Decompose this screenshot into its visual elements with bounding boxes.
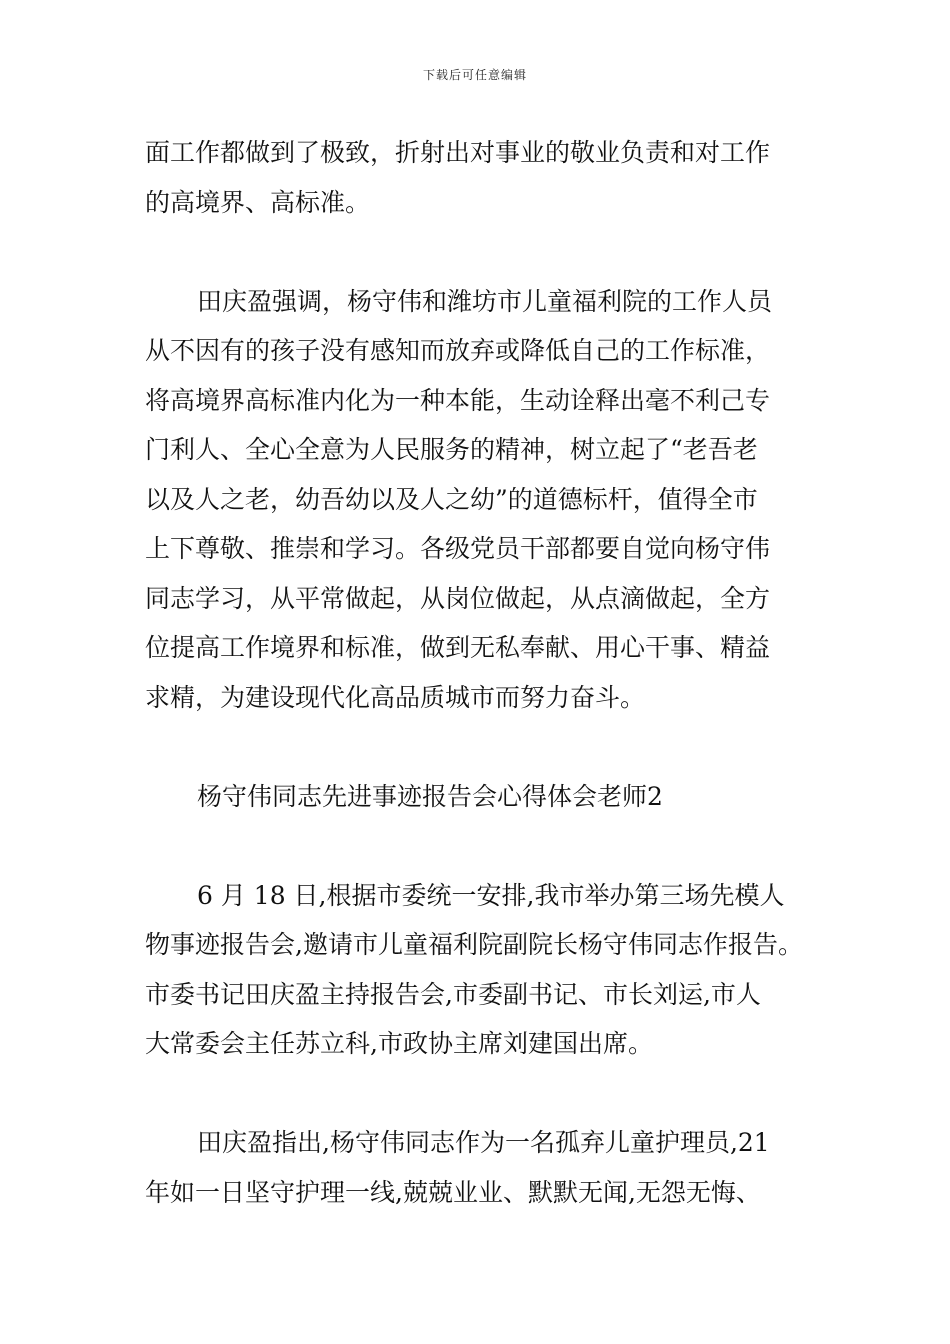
page-header: 下载后可任意编辑	[422, 68, 527, 82]
text-line: 田庆盈指出,杨守伟同志作为一名孤弃儿童护理员,21	[197, 1128, 770, 1157]
text-line: 市委书记田庆盈主持报告会,市委副书记、市长刘运,市人	[145, 979, 761, 1009]
text-line: 上下尊敬、推崇和学习。各级党员干部都要自觉向杨守伟	[145, 534, 771, 563]
paragraph-gap	[145, 722, 810, 772]
text-line: 田庆盈强调，杨守伟和潍坊市儿童福利院的工作人员	[197, 286, 773, 316]
text-line: 同志学习，从平常做起，从岗位做起，从点滴做起，全方	[145, 583, 771, 613]
section-title: 杨守伟同志先进事迹报告会心得体会老师2	[197, 781, 663, 811]
text-line: 的高境界、高标准。	[145, 187, 371, 217]
text-line: 年如一日坚守护理一线,兢兢业业、默默无闻,无怨无悔、	[145, 1177, 761, 1207]
text-line: 求精，为建设现代化高品质城市而努力奋斗。	[145, 682, 646, 712]
document-body	[145, 128, 810, 1217]
paragraph-gap	[145, 821, 810, 871]
text-line: 位提高工作境界和标准，做到无私奉献、用心干事、精益	[145, 633, 771, 662]
text-line: 从不因有的孩子没有感知而放弃或降低自己的工作标准，	[145, 336, 771, 365]
paragraph-gap	[145, 1069, 810, 1119]
text-line: 大常委会主任苏立科,市政协主席刘建国出席。	[145, 1029, 653, 1058]
text-line: 门利人、全心全意为人民服务的精神，树立起了“老吾老	[145, 435, 758, 464]
text-line: 将高境界高标准内化为一种本能，生动诠释出毫不利己专	[145, 385, 771, 415]
paragraph-gap	[145, 227, 810, 277]
text-line: 面工作都做到了极致，折射出对事业的敬业负责和对工作	[145, 138, 771, 167]
text-line: 6 月 18 日,根据市委统一安排,我市举办第三场先模人	[197, 880, 785, 910]
text-line: 以及人之老，幼吾幼以及人之幼”的道德标杆，值得全市	[145, 484, 758, 514]
text-line: 物事迹报告会,邀请市儿童福利院副院长杨守伟同志作报告。	[145, 930, 803, 959]
